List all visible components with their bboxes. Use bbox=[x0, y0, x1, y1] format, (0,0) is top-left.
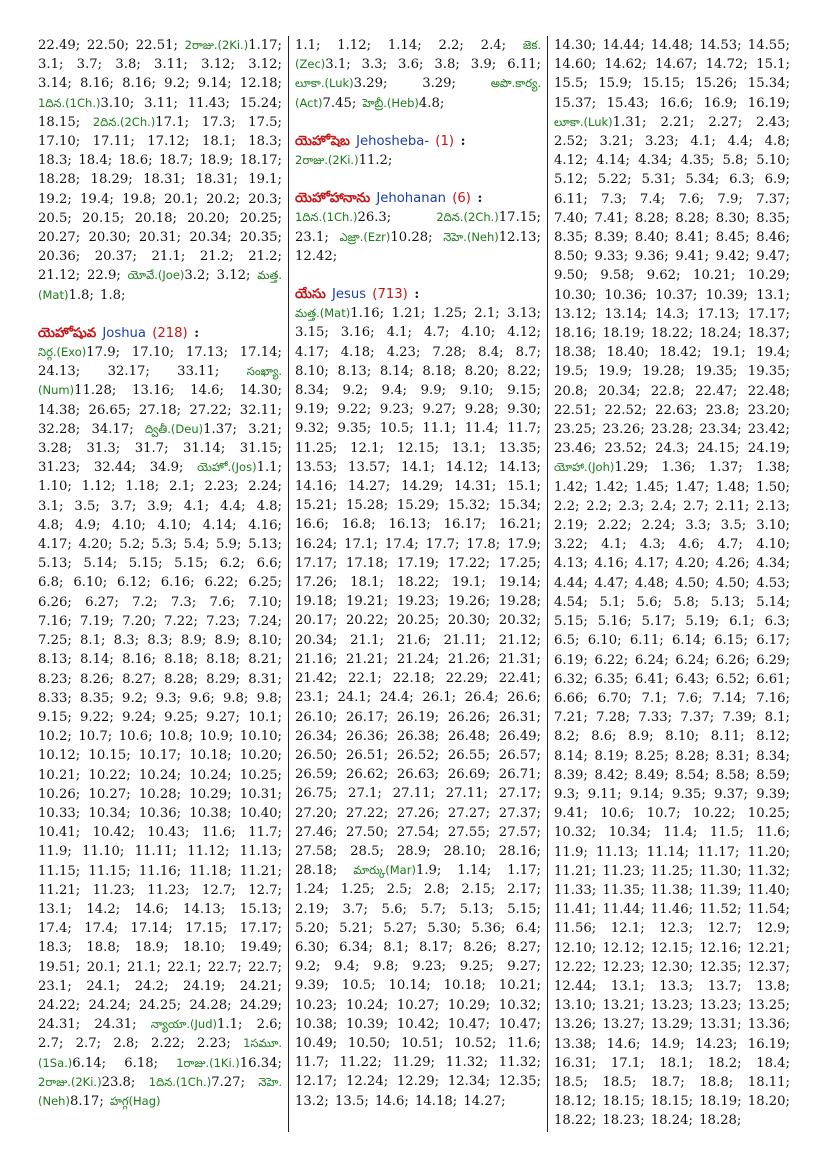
book-abbreviation: మార్కు(Mar) bbox=[353, 863, 416, 878]
book-abbreviation: యెహో.(Jos) bbox=[197, 460, 257, 475]
verse-references: 7.27; bbox=[211, 1074, 259, 1090]
book-abbreviation: 1దిన.(1Ch.) bbox=[295, 210, 358, 225]
reference-list bbox=[295, 36, 541, 113]
book-abbreviation: న్యాయా.(Jud) bbox=[150, 1017, 218, 1032]
reference-list bbox=[554, 36, 790, 1131]
verse-references: 12.13; 12.42; bbox=[295, 229, 541, 264]
verse-references: 23.8; bbox=[101, 1074, 149, 1090]
book-abbreviation: నిర్గ.(Exo) bbox=[38, 345, 87, 360]
verse-references: 3.1; 3.3; 3.6; 3.8; 3.9; 6.11; bbox=[325, 57, 541, 73]
entry-heading: యెహోహానాను Jehohanan (6) : bbox=[295, 191, 483, 207]
book-abbreviation: హగ్గ(Hag) bbox=[109, 1093, 161, 1108]
verse-references: 14.30; 14.44; 14.48; 14.53; 14.55; 14.60; 14.62; 14.67; 14.72; 15.1; 15.5; 15.9; 15.15; 15.26; 15.34; 15.37; 15.43; 16.6; 16.9; 16.19; bbox=[554, 38, 790, 111]
book-abbreviation: 2రాజు.(2Ki.) bbox=[38, 1074, 102, 1089]
book-abbreviation: ద్వితీ.(Deu) bbox=[144, 421, 204, 436]
verse-references: 4.8; bbox=[418, 95, 445, 111]
verse-references: 7.45; bbox=[322, 95, 363, 111]
verse-references: 11.2; bbox=[358, 153, 393, 169]
book-abbreviation: 2రాజు.(2Ki.) bbox=[184, 38, 249, 52]
verse-references: 1.31; 2.21; 2.27; 2.43; 2.52; 3.21; 3.23; 4.1; 4.4; 4.8; 4.12; 4.14; 4.34; 4.35; 5.8; 5.10; 5.12; 5.22; 5.31; 5.34; 6.3; 6.9; 6.11; 7.3; 7.4; 7.6; 7.9; 7.37; 7.40; 7.41; 8.28; 8.28; 8.30; 8.35; 8.35; 8.39; 8.40; 8.41; 8.45; 8.46; 8.50; 9.33; 9.36; 9.41; 9.42; 9.47; 9.50; 9.58; 9.62; 10.21; 10.29; 10.30; 10.36; 10.37; 10.39; 13.1; 13.12; 13.14; 14.3; 17.13; 17.17; 18.16; 18.19; 18.22; 18.24; 18.37; 18.38; 18.40; 18.42; 19.1; 19.4; 19.5; 19.9; 19.28; 19.35; 19.35; 20.8; 20.34; 22.8; 22.47; 22.48; 22.51; 22.52; 22.63; 23.8; 23.20; 23.25; 23.26; 23.28; 23.34; 23.42; 23.46; 23.52; 24.3; 24.15; 24.19; bbox=[554, 114, 790, 457]
verse-references: 1.1; 1.12; 1.14; 2.2; 2.4; bbox=[295, 38, 523, 53]
book-abbreviation: 2దిన.(2Ch.) bbox=[92, 114, 156, 129]
entry-name-english: Jesus bbox=[331, 287, 367, 303]
book-abbreviation: లూకా.(Luk) bbox=[295, 76, 354, 91]
book-abbreviation: మత్త.(Mat) bbox=[295, 306, 351, 321]
entry-count: (713) bbox=[372, 287, 408, 303]
verse-references: 6.14; 6.18; bbox=[72, 1055, 177, 1071]
reference-list bbox=[295, 151, 541, 170]
book-abbreviation: లూకా.(Luk) bbox=[554, 114, 613, 129]
verse-references: 3.2; 3.12; bbox=[184, 268, 258, 284]
verse-references: 17.15; 23.1; bbox=[295, 210, 541, 245]
entry-heading: యెహోషెబ Jehosheba- (1) : bbox=[295, 133, 466, 149]
book-abbreviation: హెబ్రీ.(Heb) bbox=[362, 95, 419, 110]
verse-references: 22.49; 22.50; 22.51; bbox=[38, 38, 185, 53]
verse-references: 1.8; 1.8; bbox=[68, 287, 126, 303]
verse-references: 11.28; 13.16; 14.6; 14.30; 14.38; 26.65; 27.18; 27.22; 32.11; 32.28; 34.17; bbox=[38, 383, 282, 437]
entry-name-english: Jehosheba- bbox=[356, 133, 430, 149]
entry-name-telugu: యేసు bbox=[295, 287, 326, 303]
column-3 bbox=[548, 36, 790, 1132]
entry-heading: యెహోషువ Joshua (218) : bbox=[38, 325, 200, 341]
book-abbreviation: అపొ.కార్య.(Act) bbox=[295, 76, 541, 110]
verse-references: 26.3; bbox=[357, 210, 437, 226]
column-1 bbox=[38, 36, 288, 1132]
book-abbreviation: 1రాజు.(1Ki.) bbox=[176, 1055, 240, 1070]
book-abbreviation: 2దిన.(2Ch.) bbox=[436, 210, 499, 225]
book-abbreviation: జెక.(Zec) bbox=[295, 38, 541, 72]
entry-name-telugu: యెహోషెబ bbox=[295, 133, 350, 149]
book-abbreviation: సంఖ్యా.(Num) bbox=[38, 364, 282, 398]
entry-name-telugu: యెహోషువ bbox=[38, 325, 97, 341]
entry-count: (6) bbox=[452, 191, 471, 207]
verse-references: 1.1; 2.6; 2.7; 2.7; 2.8; 2.22; 2.23; bbox=[38, 1017, 282, 1052]
book-abbreviation: 1దిన.(1Ch.) bbox=[148, 1074, 212, 1089]
concordance-page bbox=[38, 36, 790, 1132]
verse-references: 17.9; 17.10; 17.13; 17.14; 24.13; 32.17; 33.11; bbox=[38, 345, 282, 380]
book-abbreviation: యోవే.(Joe) bbox=[127, 268, 185, 283]
reference-list bbox=[295, 304, 541, 1111]
verse-references: 16.34; bbox=[239, 1055, 282, 1071]
entry-name-english: Jehohanan bbox=[376, 191, 447, 207]
book-abbreviation: నెహె.(Neh) bbox=[38, 1074, 283, 1108]
verse-references: 1.16; 1.21; 1.25; 2.1; 3.13; 3.15; 3.16; 4.1; 4.7; 4.10; 4.12; 4.17; 4.18; 4.23; 7.28; 8.4; 8.7; 8.10; 8.13; 8.14; 8.18; 8.20; 8.22; 8.34; 9.2; 9.4; 9.9; 9.10; 9.15; 9.19; 9.22; 9.23; 9.27; 9.28; 9.30; 9.32; 9.35; 10.5; 11.1; 11.4; 11.7; 11.25; 12.1; 12.15; 13.1; 13.35; 13.53; 13.57; 14.1; 14.12; 14.13; 14.16; 14.27; 14.29; 14.31; 15.1; 15.21; 15.28; 15.29; 15.32; 15.34; 16.6; 16.8; 16.13; 16.17; 16.21; 16.24; 17.1; 17.4; 17.7; 17.8; 17.9; 17.17; 17.18; 17.19; 17.22; 17.25; 17.26; 18.1; 18.22; 19.1; 19.14; 19.18; 19.21; 19.23; 19.26; 19.28; 20.17; 20.22; 20.25; 20.30; 20.32; 20.34; 21.1; 21.6; 21.11; 21.12; 21.16; 21.21; 21.24; 21.26; 21.31; 21.42; 22.1; 22.18; 22.29; 22.41; 23.1; 24.1; 24.4; 26.1; 26.4; 26.6; 26.10; 26.17; 26.19; 26.26; 26.31; 26.34; 26.36; 26.38; 26.48; 26.49; 26.50; 26.51; 26.52; 26.55; 26.57; 26.59; 26.62; 26.63; 26.69; 26.71; 26.75; 27.1; 27.11; 27.11; 27.17; 27.20; 27.22; 27.26; 27.27; 27.37; 27.46; 27.50; 27.54; 27.55; 27.57; 27.58; 28.5; 28.9; 28.10; 28.16; 28.18; bbox=[295, 306, 541, 879]
reference-list bbox=[38, 343, 282, 1111]
verse-references: 17.1; 17.3; 17.5; 17.10; 17.11; 17.12; 18.1; 18.3; 18.3; 18.4; 18.6; 18.7; 18.9; 18.17; 18.28; 18.29; 18.31; 18.31; 19.1; 19.2; 19.4; 19.8; 20.1; 20.2; 20.3; 20.5; 20.15; 20.18; 20.20; 20.25; 20.27; 20.30; 20.31; 20.34; 20.35; 20.36; 20.37; 21.1; 21.2; 21.2; 21.12; 22.9; bbox=[38, 114, 282, 284]
verse-references: 3.29; 3.29; bbox=[353, 76, 491, 92]
entry-count: (218) bbox=[152, 325, 188, 341]
verse-references: 1.37; 3.21; 3.28; 31.3; 31.7; 31.14; 31.15; 31.23; 32.44; 34.9; bbox=[38, 421, 282, 476]
book-abbreviation: మత్త.(Mat) bbox=[38, 268, 283, 302]
verse-references: 8.17; bbox=[69, 1093, 110, 1109]
book-abbreviation: 1దిన.(1Ch.) bbox=[38, 95, 101, 110]
book-abbreviation: నెహె.(Neh) bbox=[443, 229, 499, 244]
column-2 bbox=[288, 36, 548, 1132]
verse-references: 1.9; 1.14; 1.17; 1.24; 1.25; 2.5; 2.8; 2.15; 2.17; 2.19; 3.7; 5.6; 5.7; 5.13; 5.15; 5.20; 5.21; 5.27; 5.30; 5.36; 6.4; 6.30; 6.34; 8.1; 8.17; 8.26; 8.27; 9.2; 9.4; 9.8; 9.23; 9.25; 9.27; 9.39; 10.5; 10.14; 10.18; 10.21; 10.23; 10.24; 10.27; 10.29; 10.32; 10.38; 10.39; 10.42; 10.47; 10.47; 10.49; 10.50; 10.51; 10.52; 11.6; 11.7; 11.22; 11.29; 11.32; 11.32; 12.17; 12.24; 12.29; 12.34; 12.35; 13.2; 13.5; 14.6; 14.18; 14.27; bbox=[295, 863, 541, 1109]
entry-heading: యేసు Jesus (713) : bbox=[295, 287, 420, 303]
reference-list bbox=[295, 208, 541, 266]
verse-references: 1.17; 3.1; 3.7; 3.8; 3.11; 3.12; 3.12; 3.14; 8.16; 8.16; 9.2; 9.14; 12.18; bbox=[38, 38, 282, 92]
entry-count: (1) bbox=[435, 133, 454, 149]
verse-references: 3.10; 3.11; 11.43; 15.24; 18.15; bbox=[38, 95, 282, 130]
verse-references: 1.1; 1.10; 1.12; 1.18; 2.1; 2.23; 2.24; 3.1; 3.5; 3.7; 3.9; 4.1; 4.4; 4.8; 4.8; 4.9; 4.10; 4.10; 4.14; 4.16; 4.17; 4.20; 5.2; 5.3; 5.4; 5.9; 5.13; 5.13; 5.14; 5.15; 5.15; 6.2; 6.6; 6.8; 6.10; 6.12; 6.16; 6.22; 6.25; 6.26; 6.27; 7.2; 7.3; 7.6; 7.10; 7.16; 7.19; 7.20; 7.22; 7.23; 7.24; 7.25; 8.1; 8.3; 8.3; 8.9; 8.9; 8.10; 8.13; 8.14; 8.16; 8.18; 8.18; 8.21; 8.23; 8.26; 8.27; 8.28; 8.29; 8.31; 8.33; 8.35; 9.2; 9.3; 9.6; 9.8; 9.8; 9.15; 9.22; 9.24; 9.25; 9.27; 10.1; 10.2; 10.7; 10.6; 10.8; 10.9; 10.10; 10.12; 10.15; 10.17; 10.18; 10.20; 10.21; 10.22; 10.24; 10.24; 10.25; 10.26; 10.27; 10.28; 10.29; 10.31; 10.33; 10.34; 10.36; 10.38; 10.40; 10.41; 10.42; 10.43; 11.6; 11.7; 11.9; 11.10; 11.11; 11.12; 11.13; 11.15; 11.15; 11.16; 11.18; 11.21; 11.21; 11.23; 11.23; 12.7; 12.7; 13.1; 14.2; 14.6; 14.13; 15.13; 17.4; 17.4; 17.14; 17.15; 17.17; 18.3; 18.8; 18.9; 18.10; 19.49; 19.51; 20.1; 21.1; 22.1; 22.7; 22.7; 23.1; 24.1; 24.2; 24.19; 24.21; 24.22; 24.24; 24.25; 24.28; 24.29; 24.31; 24.31; bbox=[38, 460, 282, 1033]
book-abbreviation: యోహా.(Joh) bbox=[554, 460, 615, 475]
verse-references: 10.28; bbox=[390, 229, 444, 245]
book-abbreviation: 1సమూ.(1Sa.) bbox=[38, 1036, 282, 1070]
reference-list bbox=[38, 36, 282, 305]
entry-name-telugu: యెహోహానాను bbox=[295, 191, 371, 207]
book-abbreviation: 2రాజు.(2Ki.) bbox=[295, 153, 359, 168]
entry-name-english: Joshua bbox=[102, 325, 147, 341]
verse-references: 1.29; 1.36; 1.37; 1.38; 1.42; 1.42; 1.45; 1.47; 1.48; 1.50; 2.2; 2.2; 2.3; 2.4; 2.7; 2.11; 2.13; 2.19; 2.22; 2.24; 3.3; 3.5; 3.10; 3.22; 4.1; 4.3; 4.6; 4.7; 4.10; 4.13; 4.16; 4.17; 4.20; 4.26; 4.34; 4.44; 4.47; 4.48; 4.50; 4.50; 4.53; 4.54; 5.1; 5.6; 5.8; 5.13; 5.14; 5.15; 5.16; 5.17; 5.19; 6.1; 6.3; 6.5; 6.10; 6.11; 6.14; 6.15; 6.17; 6.19; 6.22; 6.24; 6.24; 6.26; 6.29; 6.32; 6.35; 6.41; 6.43; 6.52; 6.61; 6.66; 6.70; 7.1; 7.6; 7.14; 7.16; 7.21; 7.28; 7.33; 7.37; 7.39; 8.1; 8.2; 8.6; 8.9; 8.10; 8.11; 8.12; 8.14; 8.19; 8.25; 8.28; 8.31; 8.34; 8.39; 8.42; 8.49; 8.54; 8.58; 8.59; 9.3; 9.11; 9.14; 9.35; 9.37; 9.39; 9.41; 10.6; 10.7; 10.22; 10.25; 10.32; 10.34; 11.4; 11.5; 11.6; 11.9; 11.13; 11.14; 11.17; 11.20; 11.21; 11.23; 11.25; 11.30; 11.32; 11.33; 11.35; 11.38; 11.39; 11.40; 11.41; 11.44; 11.46; 11.52; 11.54; 11.56; 12.1; 12.3; 12.7; 12.9; 12.10; 12.12; 12.15; 12.16; 12.21; 12.22; 12.23; 12.30; 12.35; 12.37; 12.44; 13.1; 13.3; 13.7; 13.8; 13.10; 13.21; 13.23; 13.23; 13.25; 13.26; 13.27; 13.29; 13.31; 13.36; 13.38; 14.6; 14.9; 14.23; 16.19; 16.31; 17.1; 18.1; 18.2; 18.4; 18.5; 18.5; 18.7; 18.8; 18.11; 18.12; 18.15; 18.15; 18.19; 18.20; 18.22; 18.23; 18.24; 18.28; bbox=[554, 460, 790, 1129]
book-abbreviation: ఎజ్రా.(Ezr) bbox=[339, 229, 391, 244]
